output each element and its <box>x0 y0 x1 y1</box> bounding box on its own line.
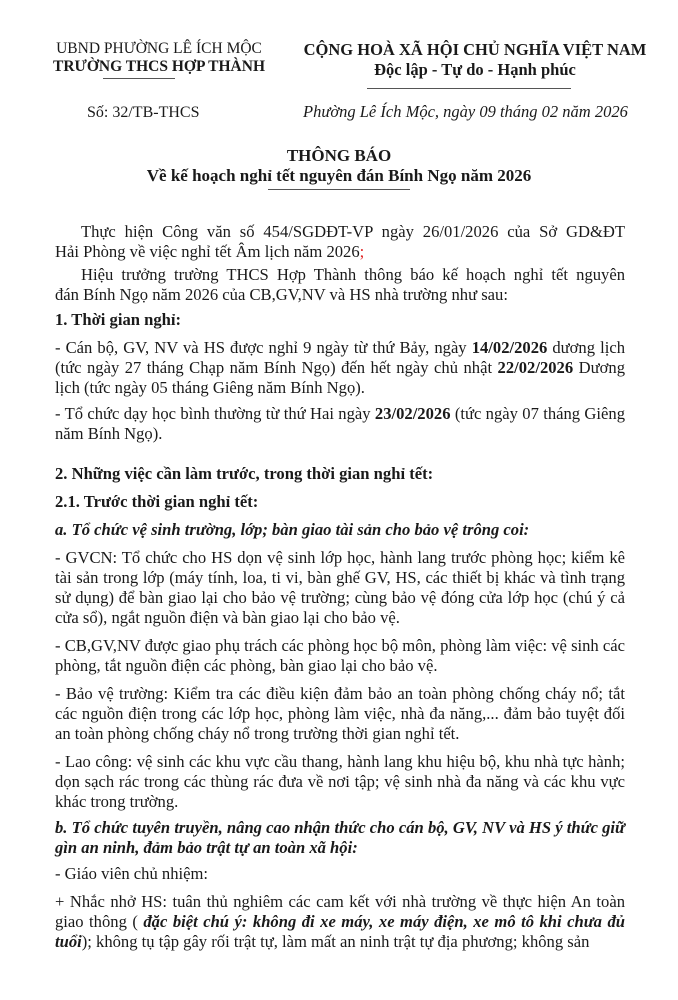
intro-paragraph-2 <box>55 265 625 305</box>
part-a-item-staff: - CB,GV,NV được giao phụ trách các phòng học bộ môn, phòng làm việc: vệ sinh các phòng, tắt nguồn điện các phòng, bàn giao lại cho bảo vệ. <box>55 636 625 675</box>
document-number: Số: 32/TB-THCS <box>87 104 200 121</box>
national-motto: Độc lập - Tự do - Hạnh phúc <box>374 60 576 79</box>
part-a-item-gvcn: - GVCN: Tổ chức cho HS dọn vệ sinh lớp học, hành lang trước phòng học; kiểm kê tài sản trong lớp (máy tính, loa, ti vi, bàn ghế GV, HS, các thiết bị khác và tình trạng sử dụng) để bàn giao lại cho bảo vệ trường; cùng bảo vệ đóng cửa lớp học (chú ý cả cửa sổ), ngắt nguồn điện và bàn giao lại cho bảo vệ. <box>55 548 625 627</box>
part-a-item-security: - Bảo vệ trường: Kiểm tra các điều kiện đảm bảo an toàn phòng chống cháy nổ; tắt các nguồn điện trong các lớp học, phòng làm việc, nhà đa năng,... đảm bảo tuyệt đối an toàn phòng chống cháy nổ trong trường thời gian nghỉ tết. <box>55 684 625 743</box>
item1-text-b: dương lịch (tức ngày 27 tháng Chạp năm Bính Ngọ) đến hết ngày chủ nhật <box>55 338 625 377</box>
reminder-text-b: ); không tụ tập gây rối trật tự, làm mất an ninh trật tự địa phương; không sản <box>81 932 590 951</box>
section-1-item-2 <box>55 404 625 444</box>
part-a-heading: a. Tổ chức vệ sinh trường, lớp; bàn giao tài sản cho bảo vệ trông coi: <box>55 520 530 539</box>
intro-p1-line2: Hải Phòng về việc nghỉ tết Âm lịch năm 2026 <box>55 242 360 261</box>
item2-text-a: - Tổ chức dạy học bình thường từ thứ Hai ngày <box>55 404 375 423</box>
reminder-emphasis: đặc biệt chú ý: không đi xe máy, xe máy điện, xe mô tô khi chưa đủ tuổi <box>55 912 625 951</box>
item1-text-a: - Cán bộ, GV, NV và HS được nghỉ 9 ngày từ thứ Bảy, ngày <box>55 338 472 357</box>
section-2-heading: 2. Những việc cần làm trước, trong thời gian nghỉ tết: <box>55 464 434 483</box>
intro-p2-line1: Hiệu trưởng trường THCS Hợp Thành thông báo kế hoạch nghỉ tết nguyên <box>81 265 625 284</box>
section-1-item-1 <box>55 338 625 398</box>
document-subtitle: Về kế hoạch nghỉ tết nguyên đán Bính Ngọ năm 2026 <box>146 166 532 185</box>
title-underline <box>268 189 410 190</box>
issuer-block <box>40 40 278 76</box>
intro-p2-line2: đán Bính Ngọ năm 2026 của CB,GV,NV và HS nhà trường như sau: <box>55 285 508 304</box>
place-date: Phường Lê Ích Mộc, ngày 09 tháng 02 năm 2026 <box>303 102 628 121</box>
issuer-underline <box>103 78 175 79</box>
intro-p1-line1: Thực hiện Công văn số 454/SGDĐT-VP ngày 26/01/2026 của Sở GD&ĐT <box>81 222 625 241</box>
section-1-heading: 1. Thời gian nghỉ: <box>55 310 182 329</box>
national-header <box>300 40 650 80</box>
intro-p1-semicolon: ; <box>359 242 365 261</box>
item1-text-c: Dương lịch (tức ngày 05 tháng Giêng năm Bính Ngọ). <box>55 358 625 397</box>
document-title: THÔNG BÁO <box>286 146 392 165</box>
holiday-end-date: 22/02/2026 <box>497 358 574 377</box>
resume-date: 23/02/2026 <box>374 404 451 423</box>
section-2-1-heading: 2.1. Trước thời gian nghỉ tết: <box>55 492 259 511</box>
item2-text-b: (tức ngày 07 tháng Giêng năm Bính Ngọ). <box>55 404 625 443</box>
intro-paragraph-1 <box>55 222 625 262</box>
part-a-item-janitor: - Lao công: vệ sinh các khu vực cầu thang, hành lang khu hiệu bộ, khu nhà tực hành; dọn sạch rác trong các thùng rác đưa về nơi tập; vệ sinh nhà đa năng và các khu vực khác trong trường. <box>55 752 625 811</box>
holiday-start-date: 14/02/2026 <box>471 338 548 357</box>
part-b-heading: b. Tổ chức tuyên truyền, nâng cao nhận thức cho cán bộ, GV, NV và HS ý thức giữ gìn an ninh, đảm bảo trật tự an toàn xã hội: <box>55 818 625 857</box>
reminder-text-a: + Nhắc nhở HS: tuân thủ nghiêm các cam kết với nhà trường về thực hiện An toàn giao thông ( <box>55 892 625 931</box>
national-title: CỘNG HOÀ XÃ HỘI CHỦ NGHĨA VIỆT NAM <box>303 40 647 59</box>
school-name: TRƯỜNG THCS HỢP THÀNH <box>52 58 265 75</box>
authority-name: UBND PHƯỜNG LÊ ÍCH MỘC <box>56 40 262 57</box>
part-b-gvcn-label: - Giáo viên chủ nhiệm: <box>55 864 208 883</box>
part-b-reminder <box>55 892 625 952</box>
motto-underline <box>367 88 571 89</box>
